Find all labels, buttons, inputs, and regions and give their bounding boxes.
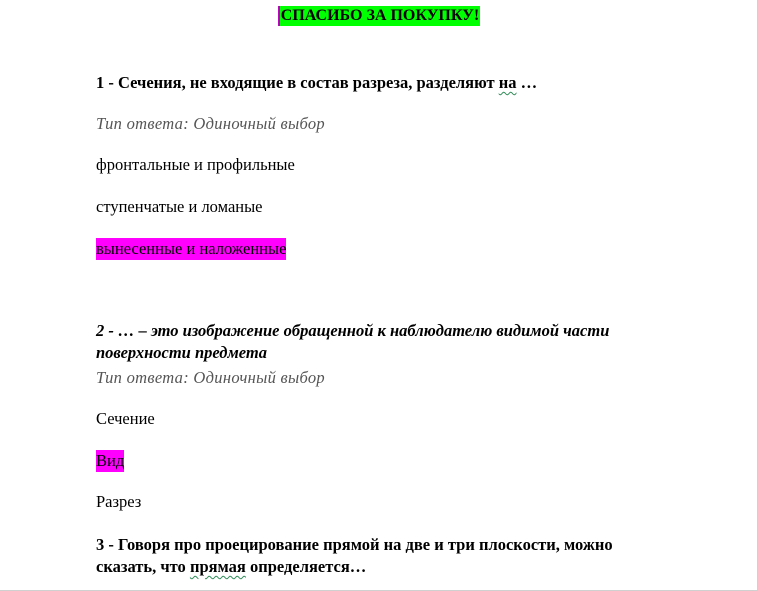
question-2-option-2-highlight: Вид — [96, 451, 125, 470]
question-2-option-1: Сечение — [96, 409, 155, 428]
question-2-text-line1-body: - … – это изображение обращенной к наблюдателю видимой части — [108, 321, 610, 340]
question-1-text-squiggle: на — [498, 73, 517, 92]
question-3-text-line2-after: определяется… — [245, 557, 367, 576]
question-1-number: 1 — [96, 73, 105, 92]
question-2-text-line2: поверхности предмета — [96, 343, 267, 362]
page-title: СПАСИБО ЗА ПОКУПКУ! — [278, 6, 480, 26]
question-2-text-line1 — [96, 320, 609, 342]
question-1-option-1: фронтальные и профильные — [96, 155, 295, 174]
question-2-number: 2 — [96, 321, 105, 340]
title-row — [0, 6, 758, 26]
question-1-text — [96, 72, 537, 94]
question-1-option-3-highlight: вынесенные и наложенные — [96, 239, 287, 258]
question-3-text-line2-squiggle: прямая — [189, 557, 246, 576]
question-3-text-line2 — [96, 556, 366, 578]
question-1-text-after: … — [516, 73, 538, 92]
question-3-number: 3 — [96, 535, 105, 554]
question-1-text-before: - Сечения, не входящие в состав разреза, разделяют — [108, 73, 499, 92]
question-2-answer-type: Тип ответа: Одиночный выбор — [96, 368, 325, 387]
question-1-option-2: ступенчатые и ломаные — [96, 197, 263, 216]
question-2-option-3: Разрез — [96, 492, 142, 511]
question-1-option-3 — [96, 238, 286, 260]
question-3-text-line1 — [96, 534, 613, 556]
question-2-option-2 — [96, 450, 124, 472]
question-1-answer-type: Тип ответа: Одиночный выбор — [96, 114, 325, 133]
question-3-text-line1-body: - Говоря про проецирование прямой на две и три плоскости, можно — [108, 535, 613, 554]
question-3-text-line2-before: сказать, что — [96, 557, 190, 576]
